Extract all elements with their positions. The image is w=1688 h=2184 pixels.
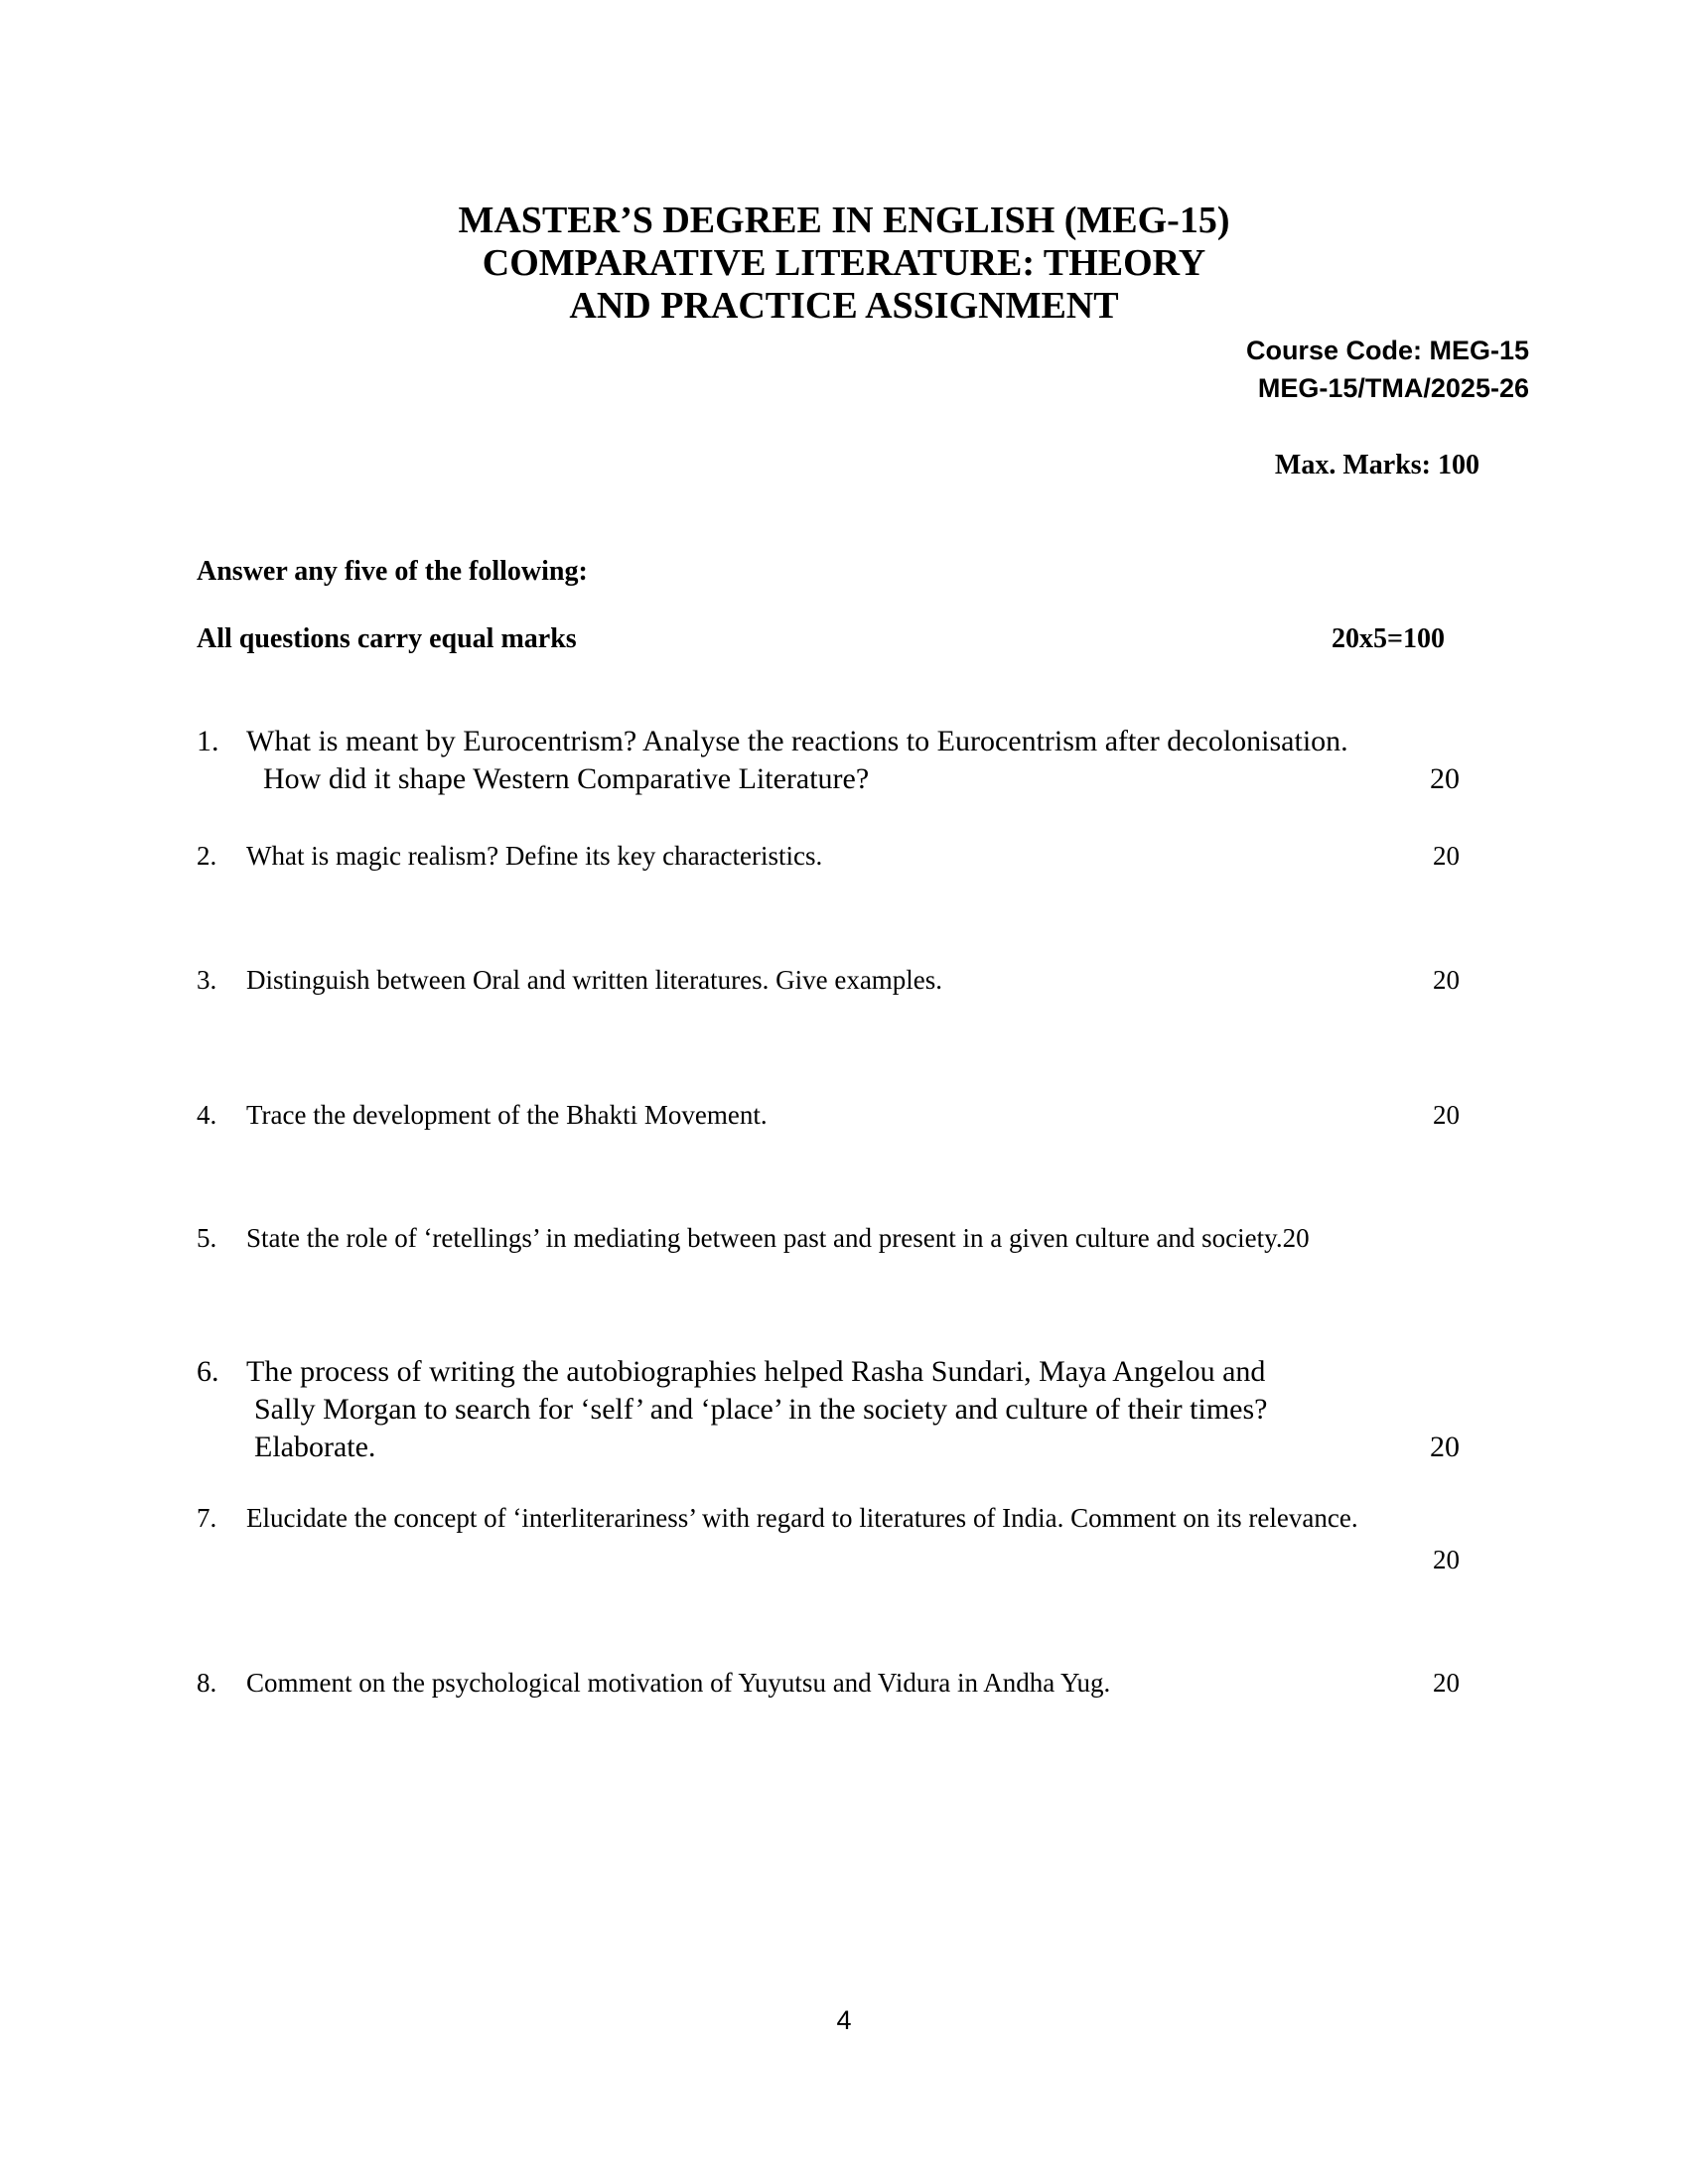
question-text-line: How did it shape Western Comparative Literature? [263,762,870,795]
question-number: 2. [197,841,217,871]
instruction-equal-marks: All questions carry equal marks [197,623,577,654]
question-marks: 20 [1433,1545,1460,1574]
instruction-answer-five: Answer any five of the following: [197,556,588,587]
question-text-line: Comment on the psychological motivation of Yuyutsu and Vidura in Andha Yug. [246,1668,1111,1698]
question-marks: 20 [1433,1668,1460,1698]
question-text-line: The process of writing the autobiographies helped Rasha Sundari, Maya Angelou and [246,1355,1266,1388]
question-marks: 20 [1433,841,1460,871]
question-number: 5. [197,1223,217,1253]
title-line-3: AND PRACTICE ASSIGNMENT [569,285,1119,327]
question-text-line: Trace the development of the Bhakti Movement. [246,1100,768,1130]
question-marks: 20 [1430,762,1460,795]
question-marks: 20 [1433,1100,1460,1130]
title-line-2: COMPARATIVE LITERATURE: THEORY [482,242,1206,284]
question-marks: 20 [1433,965,1460,995]
question-text-line: Elaborate. [254,1431,376,1463]
question-text-line: State the role of ‘retellings’ in mediating between past and present in a given culture and society.20 [246,1223,1310,1253]
question-number: 1. [197,725,219,757]
page-number: 4 [836,2005,852,2035]
course-code: Course Code: MEG-15 [1245,336,1529,365]
question-text-line: Distinguish between Oral and written literatures. Give examples. [246,965,943,995]
question-text-line: Elucidate the concept of ‘interliterariness’ with regard to literatures of India. Comment on its relevance. [246,1503,1358,1533]
title-line-1: MASTER’S DEGREE IN ENGLISH (MEG-15) [458,200,1230,241]
question-number: 8. [197,1668,217,1698]
marks-formula: 20x5=100 [1332,623,1445,654]
question-text-line: What is meant by Eurocentrism? Analyse the reactions to Eurocentrism after decolonisation. [246,725,1348,757]
max-marks: Max. Marks: 100 [1274,450,1479,480]
question-number: 7. [197,1503,217,1533]
question-text-line: What is magic realism? Define its key characteristics. [246,841,823,871]
question-number: 6. [197,1355,219,1388]
question-text-line: Sally Morgan to search for ‘self’ and ‘place’ in the society and culture of their times? [254,1393,1268,1426]
question-marks: 20 [1430,1431,1460,1463]
question-number: 4. [197,1100,217,1130]
question-number: 3. [197,965,217,995]
tma-code: MEG-15/TMA/2025-26 [1257,373,1529,403]
